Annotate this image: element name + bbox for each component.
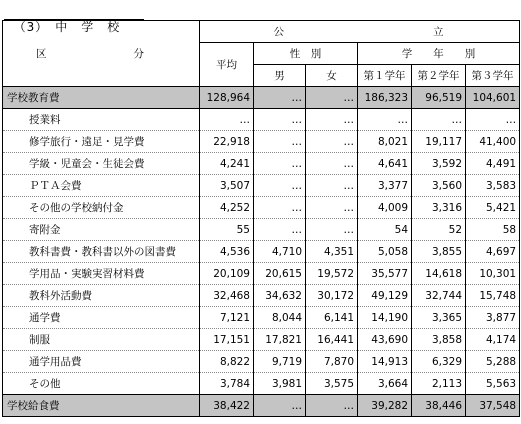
row-label: 学級・児童会・生徒会費	[3, 153, 200, 175]
cell-male: 4,710	[254, 241, 306, 263]
cell-grade1: 5,058	[358, 241, 412, 263]
expense-table	[2, 20, 520, 417]
cell-average: 38,422	[200, 395, 254, 417]
cell-average: 128,964	[200, 87, 254, 109]
cell-female: 4,351	[306, 241, 358, 263]
cell-average: 8,822	[200, 351, 254, 373]
table-row	[3, 263, 520, 285]
cell-female: 6,141	[306, 307, 358, 329]
cell-average: …	[200, 109, 254, 131]
cell-female: …	[306, 395, 358, 417]
row-label: 学校教育費	[3, 87, 200, 109]
cell-average: 55	[200, 219, 254, 241]
cell-grade1: 3,377	[358, 175, 412, 197]
cell-grade3: 37,548	[466, 395, 520, 417]
header-average: 平均	[200, 43, 254, 87]
row-label: その他	[3, 373, 200, 395]
table-row	[3, 175, 520, 197]
cell-grade3: 58	[466, 219, 520, 241]
cell-male: 34,632	[254, 285, 306, 307]
cell-grade2: 3,592	[412, 153, 466, 175]
cell-average: 3,784	[200, 373, 254, 395]
cell-male: 17,821	[254, 329, 306, 351]
cell-grade1: 14,190	[358, 307, 412, 329]
section-title-text: （3） 中 学 校	[13, 20, 121, 34]
row-label: 寄附金	[3, 219, 200, 241]
cell-grade1: 3,664	[358, 373, 412, 395]
cell-grade1: 8,021	[358, 131, 412, 153]
cell-male: 20,615	[254, 263, 306, 285]
cell-grade1: 49,129	[358, 285, 412, 307]
cell-grade2: 3,560	[412, 175, 466, 197]
cell-grade1: 39,282	[358, 395, 412, 417]
cell-grade2: 38,446	[412, 395, 466, 417]
cell-average: 4,241	[200, 153, 254, 175]
table-row	[3, 351, 520, 373]
header-male: 男	[254, 65, 306, 87]
header-gender: 性 別	[254, 43, 358, 65]
header-category: 区 分	[3, 21, 200, 87]
cell-male: 3,981	[254, 373, 306, 395]
cell-male: …	[254, 109, 306, 131]
cell-female: 3,575	[306, 373, 358, 395]
cell-grade2: 3,855	[412, 241, 466, 263]
cell-female: 30,172	[306, 285, 358, 307]
cell-average: 22,918	[200, 131, 254, 153]
cell-grade3: 3,877	[466, 307, 520, 329]
row-label: 教科書費・教科書以外の図書費	[3, 241, 200, 263]
cell-female: 7,870	[306, 351, 358, 373]
header-grade1: 第１学年	[358, 65, 412, 87]
cell-grade2: 32,744	[412, 285, 466, 307]
cell-grade3: 4,697	[466, 241, 520, 263]
cell-grade2: 2,113	[412, 373, 466, 395]
cell-grade3: 4,174	[466, 329, 520, 351]
cell-grade3: 104,601	[466, 87, 520, 109]
cell-grade2: 3,858	[412, 329, 466, 351]
table-header	[3, 21, 520, 87]
row-label: 制服	[3, 329, 200, 351]
cell-female: …	[306, 131, 358, 153]
cell-average: 4,536	[200, 241, 254, 263]
cell-grade2: 3,316	[412, 197, 466, 219]
cell-grade2: 19,117	[412, 131, 466, 153]
cell-female: …	[306, 109, 358, 131]
table-row	[3, 285, 520, 307]
cell-grade2: 14,618	[412, 263, 466, 285]
cell-grade3: 41,400	[466, 131, 520, 153]
cell-male: …	[254, 175, 306, 197]
cell-female: …	[306, 197, 358, 219]
table-row	[3, 219, 520, 241]
cell-grade3: 3,583	[466, 175, 520, 197]
table-body	[3, 87, 520, 417]
table-row	[3, 329, 520, 351]
cell-grade1: …	[358, 109, 412, 131]
cell-grade3: 5,563	[466, 373, 520, 395]
table-row	[3, 153, 520, 175]
header-public: 公	[200, 21, 358, 43]
table-row	[3, 241, 520, 263]
table-row	[3, 197, 520, 219]
cell-grade3: 15,748	[466, 285, 520, 307]
cell-average: 32,468	[200, 285, 254, 307]
cell-female: …	[306, 219, 358, 241]
section-title	[4, 2, 121, 34]
table-row	[3, 131, 520, 153]
cell-male: …	[254, 131, 306, 153]
cell-male: 8,044	[254, 307, 306, 329]
header-grade: 学 年 別	[358, 43, 520, 65]
row-label: その他の学校納付金	[3, 197, 200, 219]
row-label: 通学費	[3, 307, 200, 329]
cell-grade3: 4,491	[466, 153, 520, 175]
table-row	[3, 395, 520, 417]
cell-grade3: 5,421	[466, 197, 520, 219]
cell-grade1: 43,690	[358, 329, 412, 351]
cell-grade1: 14,913	[358, 351, 412, 373]
cell-average: 7,121	[200, 307, 254, 329]
cell-male: 9,719	[254, 351, 306, 373]
cell-grade3: 5,288	[466, 351, 520, 373]
row-label: 教科外活動費	[3, 285, 200, 307]
table-row	[3, 373, 520, 395]
header-female: 女	[306, 65, 358, 87]
cell-grade3: …	[466, 109, 520, 131]
cell-grade1: 54	[358, 219, 412, 241]
row-label: 通学用品費	[3, 351, 200, 373]
header-public-right: 立	[358, 21, 520, 43]
cell-male: …	[254, 197, 306, 219]
table-row	[3, 307, 520, 329]
header-grade3: 第３学年	[466, 65, 520, 87]
cell-grade1: 186,323	[358, 87, 412, 109]
cell-grade1: 35,577	[358, 263, 412, 285]
cell-average: 3,507	[200, 175, 254, 197]
row-label: 学用品・実験実習材料費	[3, 263, 200, 285]
cell-male: …	[254, 219, 306, 241]
cell-male: …	[254, 153, 306, 175]
cell-female: …	[306, 175, 358, 197]
row-label: 学校給食費	[3, 395, 200, 417]
cell-grade1: 4,641	[358, 153, 412, 175]
cell-female: …	[306, 87, 358, 109]
cell-grade1: 4,009	[358, 197, 412, 219]
cell-female: 19,572	[306, 263, 358, 285]
cell-average: 20,109	[200, 263, 254, 285]
cell-average: 17,151	[200, 329, 254, 351]
cell-male: …	[254, 87, 306, 109]
cell-female: 16,441	[306, 329, 358, 351]
header-grade2: 第２学年	[412, 65, 466, 87]
row-label: 授業料	[3, 109, 200, 131]
table-row	[3, 87, 520, 109]
cell-female: …	[306, 153, 358, 175]
cell-grade2: 6,329	[412, 351, 466, 373]
cell-average: 4,252	[200, 197, 254, 219]
cell-grade2: 96,519	[412, 87, 466, 109]
cell-grade2: …	[412, 109, 466, 131]
table-row	[3, 109, 520, 131]
cell-male: …	[254, 395, 306, 417]
cell-grade2: 52	[412, 219, 466, 241]
cell-grade2: 3,365	[412, 307, 466, 329]
row-label: ＰＴＡ会費	[3, 175, 200, 197]
row-label: 修学旅行・遠足・見学費	[3, 131, 200, 153]
cell-grade3: 10,301	[466, 263, 520, 285]
